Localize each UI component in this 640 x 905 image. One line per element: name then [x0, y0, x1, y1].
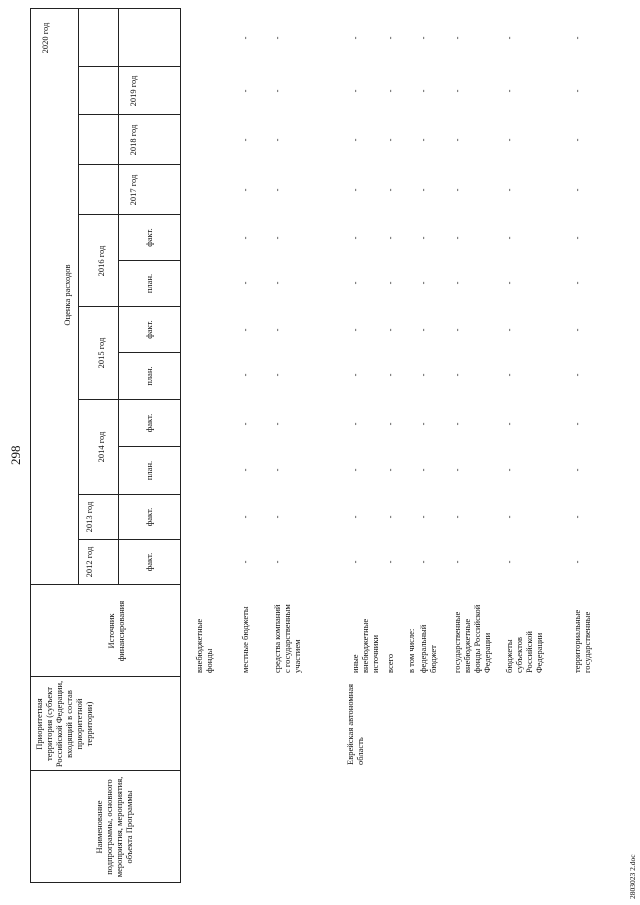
- value-dash: -: [572, 89, 582, 93]
- value-dash: -: [572, 236, 582, 240]
- value-dash: -: [572, 36, 582, 40]
- row-source-label: в том числе:: [406, 628, 416, 673]
- value-dash: -: [418, 36, 428, 40]
- col-border: [30, 882, 180, 883]
- value-dash: -: [504, 328, 514, 332]
- value-dash: -: [272, 236, 282, 240]
- header-2017: 2017 год: [128, 174, 138, 206]
- footer-code: 2803023 2.doc: [628, 854, 637, 899]
- value-dash: -: [350, 138, 360, 142]
- value-dash: -: [240, 36, 250, 40]
- col-border: [78, 114, 180, 115]
- value-dash: -: [240, 328, 250, 332]
- col-border: [30, 584, 180, 585]
- row-source-label: иные внебюджетные источники: [350, 618, 380, 673]
- col-border: [78, 306, 180, 307]
- value-dash: -: [350, 89, 360, 93]
- header-fact: факт.: [144, 552, 154, 572]
- value-dash: -: [572, 188, 582, 192]
- value-dash: -: [350, 236, 360, 240]
- value-dash: -: [272, 36, 282, 40]
- value-dash: -: [385, 560, 395, 564]
- value-dash: -: [350, 373, 360, 377]
- table-top-border: [30, 8, 31, 883]
- header-2013: 2013 год: [84, 501, 94, 533]
- value-dash: -: [572, 515, 582, 519]
- value-dash: -: [504, 188, 514, 192]
- value-dash: -: [452, 422, 462, 426]
- value-dash: -: [385, 89, 395, 93]
- value-dash: -: [272, 515, 282, 519]
- header-fact: факт.: [144, 228, 154, 247]
- row-source-label: федеральный бюджет: [418, 624, 438, 673]
- value-dash: -: [385, 188, 395, 192]
- value-dash: -: [240, 236, 250, 240]
- value-dash: -: [572, 328, 582, 332]
- header-fact: факт.: [144, 320, 154, 339]
- region-label: Еврейская автономная область: [345, 683, 365, 765]
- value-dash: -: [504, 422, 514, 426]
- header-source: Источник финансирования: [106, 600, 126, 662]
- row-source-label: бюджеты субъектов Российской Федерации: [504, 631, 544, 673]
- value-dash: -: [240, 89, 250, 93]
- value-dash: -: [350, 560, 360, 564]
- header-fact: факт.: [144, 507, 154, 527]
- value-dash: -: [418, 515, 428, 519]
- value-dash: -: [350, 422, 360, 426]
- header-estimate: Оценка расходов: [62, 264, 72, 326]
- estimate-band-line: [78, 8, 79, 585]
- header-2015: 2015 год: [96, 337, 106, 369]
- value-dash: -: [504, 373, 514, 377]
- value-dash: -: [504, 468, 514, 472]
- header-2018: 2018 год: [128, 124, 138, 156]
- value-dash: -: [385, 328, 395, 332]
- value-dash: -: [240, 468, 250, 472]
- value-dash: -: [272, 468, 282, 472]
- header-2019: 2019 год: [128, 75, 138, 107]
- value-dash: -: [504, 560, 514, 564]
- value-dash: -: [452, 89, 462, 93]
- col-border: [78, 539, 180, 540]
- header-name: Наименование подпрограммы, основного мероприятия, мероприятия, объекта Программы: [94, 776, 134, 878]
- value-dash: -: [350, 36, 360, 40]
- header-fact: факт.: [144, 413, 154, 433]
- header-plan: план.: [144, 366, 154, 386]
- value-dash: -: [418, 281, 428, 285]
- row-source-label: внебюджетные фонды: [194, 618, 214, 673]
- value-dash: -: [240, 281, 250, 285]
- value-dash: -: [240, 422, 250, 426]
- value-dash: -: [385, 281, 395, 285]
- value-dash: -: [385, 236, 395, 240]
- col-border: [78, 164, 180, 165]
- value-dash: -: [350, 468, 360, 472]
- row-source-label: территориальные государственные: [572, 609, 592, 673]
- value-dash: -: [418, 560, 428, 564]
- value-dash: -: [452, 36, 462, 40]
- value-dash: -: [272, 188, 282, 192]
- value-dash: -: [452, 515, 462, 519]
- value-dash: -: [418, 188, 428, 192]
- header-2016: 2016 год: [96, 245, 106, 277]
- value-dash: -: [240, 560, 250, 564]
- value-dash: -: [452, 328, 462, 332]
- value-dash: -: [572, 468, 582, 472]
- value-dash: -: [452, 188, 462, 192]
- header-plan: план.: [144, 273, 154, 294]
- value-dash: -: [452, 236, 462, 240]
- value-dash: -: [504, 89, 514, 93]
- col-border: [30, 8, 180, 9]
- value-dash: -: [385, 36, 395, 40]
- header-2012: 2012 год: [84, 546, 94, 578]
- value-dash: -: [240, 373, 250, 377]
- value-dash: -: [452, 138, 462, 142]
- value-dash: -: [272, 281, 282, 285]
- value-dash: -: [572, 560, 582, 564]
- row-source-label: всего: [385, 653, 395, 673]
- value-dash: -: [504, 138, 514, 142]
- value-dash: -: [240, 515, 250, 519]
- header-bottom-border: [180, 8, 181, 883]
- col-border: [78, 399, 180, 400]
- col-border: [30, 676, 180, 677]
- value-dash: -: [452, 468, 462, 472]
- value-dash: -: [418, 373, 428, 377]
- value-dash: -: [418, 422, 428, 426]
- value-dash: -: [572, 422, 582, 426]
- header-plan: план.: [144, 460, 154, 481]
- value-dash: -: [452, 373, 462, 377]
- value-dash: -: [504, 236, 514, 240]
- row-source-label: местные бюджеты: [240, 606, 250, 673]
- value-dash: -: [572, 281, 582, 285]
- value-dash: -: [385, 138, 395, 142]
- header-2014: 2014 год: [96, 431, 106, 463]
- value-dash: -: [418, 468, 428, 472]
- header-territory: Приоритетная территория (субъект Российской Федерации, входящий в состав приоритетной территории): [34, 680, 94, 768]
- value-dash: -: [272, 373, 282, 377]
- row-source-label: средства компаний с государственным участием: [272, 604, 302, 673]
- value-dash: -: [572, 138, 582, 142]
- value-dash: -: [240, 188, 250, 192]
- value-dash: -: [240, 138, 250, 142]
- value-dash: -: [452, 560, 462, 564]
- value-dash: -: [272, 560, 282, 564]
- value-dash: -: [572, 373, 582, 377]
- col-border: [78, 66, 180, 67]
- col-border: [118, 260, 180, 261]
- year-band-line: [118, 8, 119, 585]
- value-dash: -: [385, 515, 395, 519]
- page-number: 298: [8, 445, 23, 465]
- col-border: [118, 446, 180, 447]
- value-dash: -: [418, 236, 428, 240]
- value-dash: -: [272, 328, 282, 332]
- value-dash: -: [272, 422, 282, 426]
- value-dash: -: [418, 89, 428, 93]
- col-border: [78, 214, 180, 215]
- value-dash: -: [350, 188, 360, 192]
- value-dash: -: [272, 89, 282, 93]
- col-border: [30, 770, 180, 771]
- row-source-label: государственные внебюджетные фонды Российской Федерации: [452, 604, 492, 673]
- header-2020: 2020 год: [40, 22, 50, 54]
- value-dash: -: [350, 515, 360, 519]
- value-dash: -: [350, 328, 360, 332]
- value-dash: -: [385, 373, 395, 377]
- value-dash: -: [418, 328, 428, 332]
- value-dash: -: [418, 138, 428, 142]
- value-dash: -: [504, 515, 514, 519]
- value-dash: -: [452, 281, 462, 285]
- value-dash: -: [385, 468, 395, 472]
- value-dash: -: [504, 36, 514, 40]
- value-dash: -: [504, 281, 514, 285]
- col-border: [78, 494, 180, 495]
- value-dash: -: [272, 138, 282, 142]
- value-dash: -: [350, 281, 360, 285]
- value-dash: -: [385, 422, 395, 426]
- col-border: [118, 352, 180, 353]
